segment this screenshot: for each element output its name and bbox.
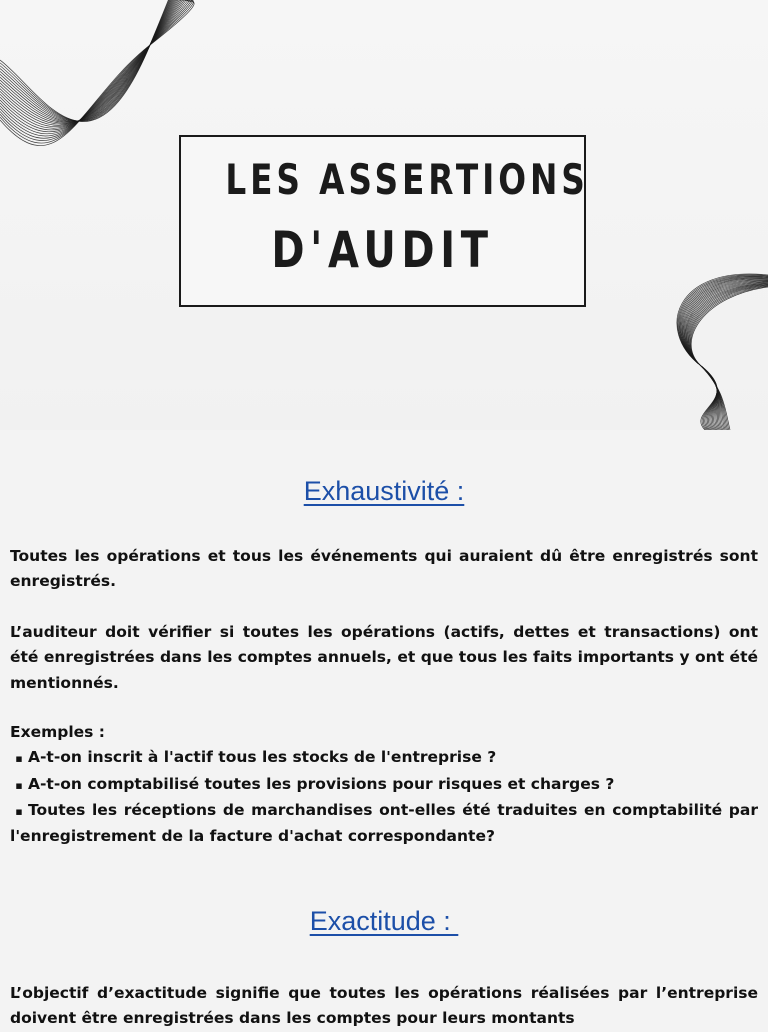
bullet-icon: ▪	[15, 778, 23, 792]
content-section	[0, 430, 768, 1028]
list-item-text: A-t-on inscrit à l'actif tous les stocks de l'entreprise ?	[28, 748, 497, 767]
bullet-icon: ▪	[15, 804, 23, 818]
examples-list	[10, 720, 758, 849]
examples-label: Exemples :	[10, 723, 105, 741]
paragraph-auditor: L’auditeur doit vérifier si toutes les opérations (actifs, dettes et transactions) ont été enregistrées dans les comptes annuels, et que tous les faits importants y ont été mentionnés.	[10, 623, 758, 692]
list-item	[10, 798, 758, 850]
list-item-text: A-t-on comptabilisé toutes les provisions pour risques et charges ?	[28, 774, 615, 793]
list-item	[10, 745, 758, 771]
paragraph-definition: Toutes les opérations et tous les événements qui auraient dû être enregistrés sont enregistrés.	[10, 547, 758, 591]
list-item	[10, 772, 758, 798]
page-title-line-1: LES ASSERTIONS	[225, 155, 589, 204]
section-heading-exhaustivite: Exhaustivité :	[303, 476, 465, 506]
page-title-line-2: D'AUDIT	[271, 221, 494, 279]
decorative-wave-bottom-right	[655, 270, 768, 430]
title-box	[179, 135, 589, 307]
section-heading-exactitude: Exactitude :	[309, 906, 459, 936]
cover-section	[0, 0, 768, 430]
bullet-icon: ▪	[15, 752, 23, 766]
list-item-text: Toutes les réceptions de marchandises ont-elles été traduites en comptabilité par l'enregistrement de la facture d'achat correspondante?	[10, 800, 758, 846]
paragraph-exactitude: L’objectif d’exactitude signifie que toutes les opérations réalisées par l’entreprise doivent être enregistrées dans les comptes pour leurs montants	[10, 984, 758, 1028]
